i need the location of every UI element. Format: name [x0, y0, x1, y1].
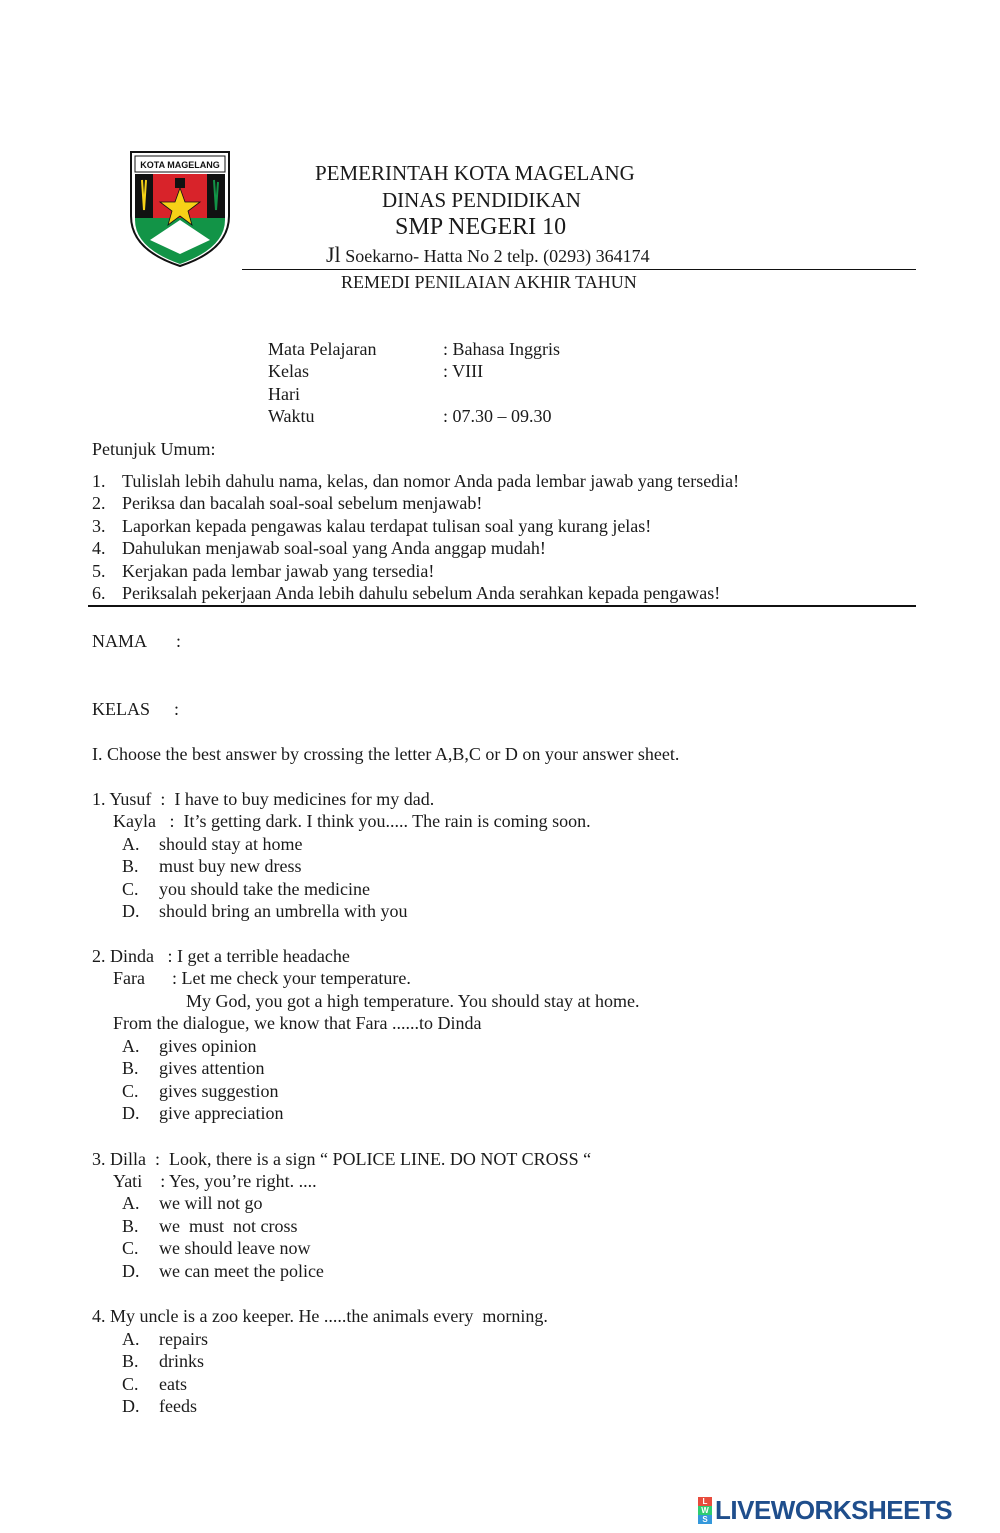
- option-letter: A.: [122, 1329, 140, 1349]
- question-3-option-b: we must not cross: [159, 1216, 298, 1236]
- question-2-line-1: 2. Dinda : I get a terrible headache: [92, 946, 350, 966]
- instruction-item: Dahulukan menjawab soal-soal yang Anda anggap mudah!: [122, 538, 546, 558]
- question-4-option-b: drinks: [159, 1351, 204, 1371]
- instruction-number: 6.: [92, 583, 106, 603]
- question-3-option-a: we will not go: [159, 1193, 263, 1213]
- question-1-line-2: Kayla : It’s getting dark. I think you..... The rain is coming soon.: [113, 811, 591, 831]
- option-letter: C.: [122, 1081, 139, 1101]
- name-colon: :: [176, 631, 182, 651]
- info-value-class: : VIII: [443, 361, 484, 381]
- question-2-line-2: Fara : Let me check your temperature.: [113, 968, 411, 988]
- option-letter: D.: [122, 1261, 140, 1281]
- info-label-class: Kelas: [268, 361, 309, 381]
- badge-letter: W: [698, 1506, 712, 1515]
- question-3-option-c: we should leave now: [159, 1238, 311, 1258]
- exam-title: REMEDI PENILAIAN AKHIR TAHUN: [341, 272, 637, 292]
- class-colon: :: [174, 699, 180, 719]
- badge-letter: S: [698, 1515, 712, 1524]
- liveworksheets-watermark[interactable]: [698, 1494, 952, 1526]
- option-letter: A.: [122, 1036, 140, 1056]
- instruction-item: Laporkan kepada pengawas kalau terdapat tulisan soal yang kurang jelas!: [122, 516, 652, 536]
- option-letter: A.: [122, 1193, 140, 1213]
- question-2-option-c: gives suggestion: [159, 1081, 279, 1101]
- question-2-option-b: gives attention: [159, 1058, 265, 1078]
- question-2-option-d: give appreciation: [159, 1103, 284, 1123]
- section-title: I. Choose the best answer by crossing the letter A,B,C or D on your answer sheet.: [92, 744, 680, 764]
- watermark-text: LIVEWORKSHEETS: [715, 1494, 953, 1525]
- info-label-day: Hari: [268, 384, 300, 404]
- header-school-name: SMP NEGERI 10: [395, 214, 567, 240]
- header-government: PEMERINTAH KOTA MAGELANG: [315, 161, 635, 185]
- instruction-item: Kerjakan pada lembar jawab yang tersedia!: [122, 561, 435, 581]
- option-letter: A.: [122, 834, 140, 854]
- badge-letter: L: [698, 1497, 712, 1506]
- instruction-number: 5.: [92, 561, 106, 581]
- name-label: NAMA: [92, 631, 148, 651]
- instruction-number: 1.: [92, 471, 106, 491]
- option-letter: D.: [122, 1396, 140, 1416]
- address-text: Soekarno- Hatta No 2 telp. (0293) 364174: [345, 246, 650, 266]
- logo-text: KOTA MAGELANG: [140, 160, 220, 170]
- option-letter: B.: [122, 1351, 139, 1371]
- option-letter: B.: [122, 1058, 139, 1078]
- question-1-line-1: 1. Yusuf : I have to buy medicines for my dad.: [92, 789, 435, 809]
- liveworksheets-badge-icon: [698, 1497, 712, 1524]
- info-label-subject: Mata Pelajaran: [268, 339, 377, 359]
- option-letter: D.: [122, 901, 140, 921]
- address-prefix: Jl: [326, 242, 341, 267]
- question-4-option-d: feeds: [159, 1396, 197, 1416]
- option-letter: B.: [122, 1216, 139, 1236]
- question-2-option-a: gives opinion: [159, 1036, 257, 1056]
- info-value-subject: : Bahasa Inggris: [443, 339, 560, 359]
- instructions-title: Petunjuk Umum:: [92, 439, 216, 459]
- option-letter: B.: [122, 856, 139, 876]
- question-2-line-3: My God, you got a high temperature. You should stay at home.: [186, 991, 640, 1011]
- option-letter: C.: [122, 1374, 139, 1394]
- instruction-item: Periksalah pekerjaan Anda lebih dahulu sebelum Anda serahkan kepada pengawas!: [122, 583, 721, 603]
- class-label: KELAS: [92, 699, 150, 719]
- instruction-number: 3.: [92, 516, 106, 536]
- instruction-number: 2.: [92, 493, 106, 513]
- question-1-option-a: should stay at home: [159, 834, 303, 854]
- question-1-option-b: must buy new dress: [159, 856, 302, 876]
- header-address: [326, 244, 650, 267]
- info-value-time: : 07.30 – 09.30: [443, 406, 552, 426]
- instruction-item: Tulislah lebih dahulu nama, kelas, dan nomor Anda pada lembar jawab yang tersedia!: [122, 471, 740, 491]
- header-rule: [242, 269, 916, 270]
- question-4-option-a: repairs: [159, 1329, 208, 1349]
- option-letter: D.: [122, 1103, 140, 1123]
- question-1-option-c: you should take the medicine: [159, 879, 370, 899]
- option-letter: C.: [122, 879, 139, 899]
- school-logo: [128, 150, 232, 268]
- question-3-option-d: we can meet the police: [159, 1261, 324, 1281]
- instruction-item: Periksa dan bacalah soal-soal sebelum menjawab!: [122, 493, 483, 513]
- header-department: DINAS PENDIDIKAN: [382, 188, 581, 212]
- info-label-time: Waktu: [268, 406, 315, 426]
- question-3-line-2: Yati : Yes, you’re right. ....: [113, 1171, 317, 1191]
- question-3-line-1: 3. Dilla : Look, there is a sign “ POLICE LINE. DO NOT CROSS “: [92, 1149, 592, 1169]
- question-4-line-1: 4. My uncle is a zoo keeper. He .....the animals every morning.: [92, 1306, 548, 1326]
- option-letter: C.: [122, 1238, 139, 1258]
- question-4-option-c: eats: [159, 1374, 187, 1394]
- question-2-line-4: From the dialogue, we know that Fara ......to Dinda: [113, 1013, 482, 1033]
- instruction-number: 4.: [92, 538, 106, 558]
- instructions-rule: [88, 605, 916, 607]
- question-1-option-d: should bring an umbrella with you: [159, 901, 408, 921]
